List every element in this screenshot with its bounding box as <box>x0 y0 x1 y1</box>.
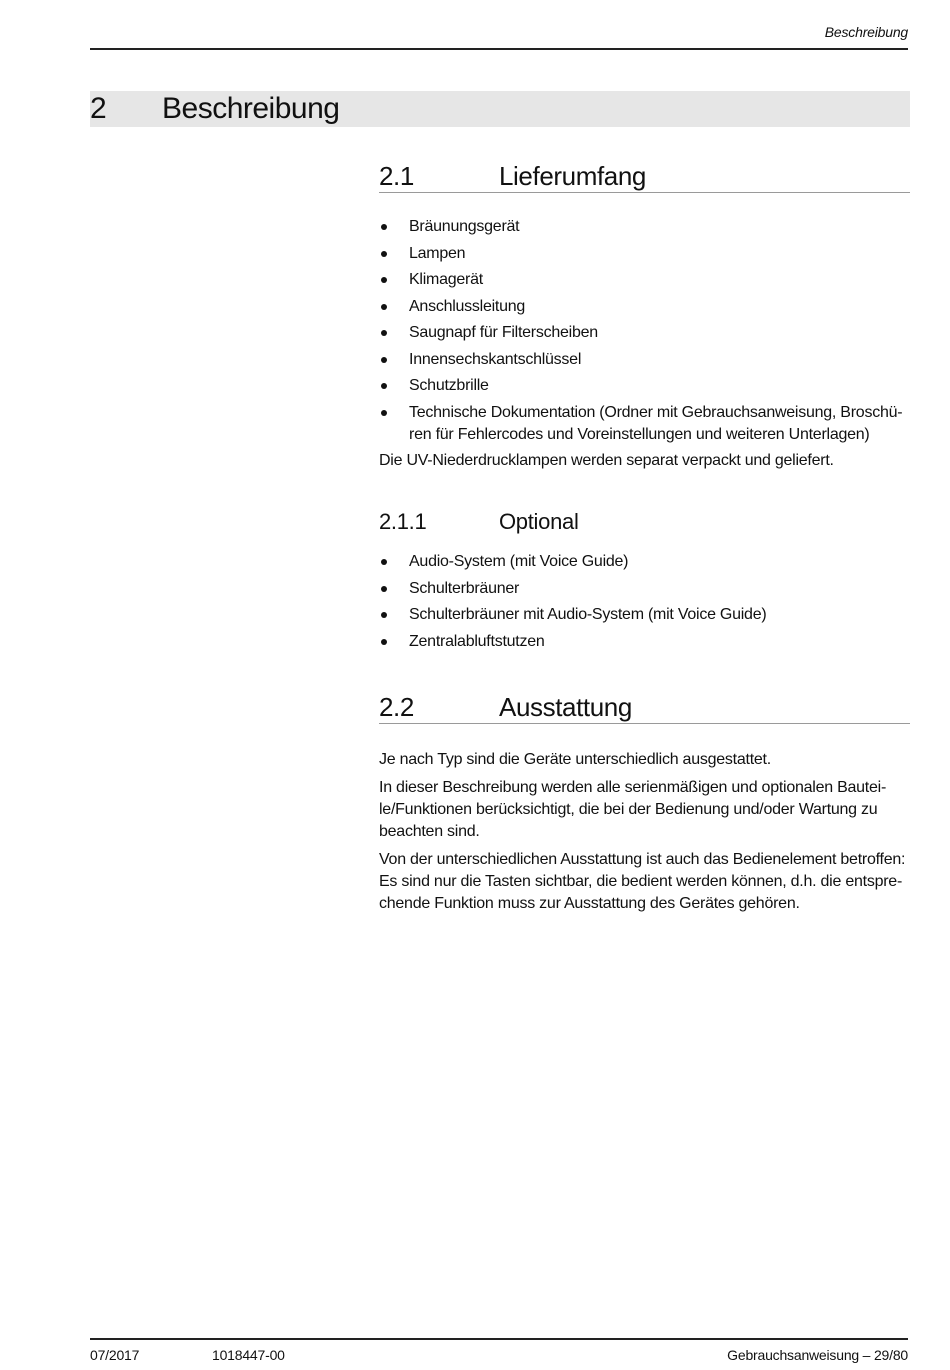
bullet-icon <box>381 330 387 336</box>
list-item: Saugnapf für Filterscheiben <box>379 322 910 344</box>
subsection-title: Optional <box>499 509 579 534</box>
list-item: Audio-System (mit Voice Guide) <box>379 551 910 573</box>
bullet-icon <box>381 277 387 283</box>
footer-page-label: Gebrauchsanweisung – 29/80 <box>727 1347 908 1363</box>
footer-date: 07/2017 <box>90 1347 140 1363</box>
list-item: Bräunungsgerät <box>379 216 910 238</box>
bullet-icon <box>381 586 387 592</box>
footer-rule <box>90 1338 908 1340</box>
bullet-icon <box>381 639 387 645</box>
delivery-note: Die UV-Niederdrucklampen werden separat verpackt und geliefert. <box>379 452 834 469</box>
bullet-icon <box>381 383 387 389</box>
bullet-icon <box>381 304 387 310</box>
section-ausstattung <box>379 689 910 921</box>
footer-doc-number: 1018447-00 <box>212 1347 285 1363</box>
subsection-heading <box>379 507 910 537</box>
list-item: Innensechskantschlüssel <box>379 349 910 371</box>
delivery-list <box>379 216 910 446</box>
paragraph: Von der unterschiedlichen Ausstattung ist auch das Bedienelement betroffen: Es sind nur die Tasten sichtbar, die bedient werden können, d.h. die entspre-chende Funktion muss zur Ausstattung des Gerätes gehören. <box>379 851 906 912</box>
list-item: Lampen <box>379 243 910 265</box>
bullet-icon <box>381 251 387 257</box>
paragraph: In dieser Beschreibung werden alle serienmäßigen und optionalen Bautei-le/Funktionen berücksichtigt, die bei der Bedienung und/oder Wartung zu beachten sind. <box>379 779 887 840</box>
bullet-icon <box>381 410 387 416</box>
chapter-heading <box>90 91 910 127</box>
list-item: Schulterbräuner <box>379 578 910 600</box>
chapter-title: Beschreibung <box>162 92 340 125</box>
bullet-icon <box>381 224 387 230</box>
section-title: Ausstattung <box>499 692 632 722</box>
list-item: Anschlussleitung <box>379 296 910 318</box>
bullet-icon <box>381 612 387 618</box>
running-header: Beschreibung <box>824 24 908 40</box>
bullet-icon <box>381 357 387 363</box>
section-number: 2.1 <box>379 161 414 191</box>
section-title: Lieferumfang <box>499 161 646 191</box>
section-heading <box>379 689 910 724</box>
section-lieferumfang <box>379 158 910 478</box>
chapter-number: 2 <box>90 92 107 125</box>
subsection-number: 2.1.1 <box>379 509 427 534</box>
header-rule <box>90 48 908 50</box>
section-number: 2.2 <box>379 692 414 722</box>
section-optional <box>379 507 910 657</box>
list-item: Schulterbräuner mit Audio-System (mit Voice Guide) <box>379 604 910 626</box>
list-item: Zentralabluftstutzen <box>379 631 910 653</box>
optional-list <box>379 551 910 653</box>
list-item: Schutzbrille <box>379 375 910 397</box>
section-heading <box>379 158 910 193</box>
list-item: Klimagerät <box>379 269 910 291</box>
bullet-icon <box>381 559 387 565</box>
list-item: Technische Dokumentation (Ordner mit Gebrauchsanweisung, Broschü-ren für Fehlercodes und Voreinstellungen und weiteren Unterlagen) <box>379 402 910 446</box>
paragraph: Je nach Typ sind die Geräte unterschiedlich ausgestattet. <box>379 751 771 768</box>
